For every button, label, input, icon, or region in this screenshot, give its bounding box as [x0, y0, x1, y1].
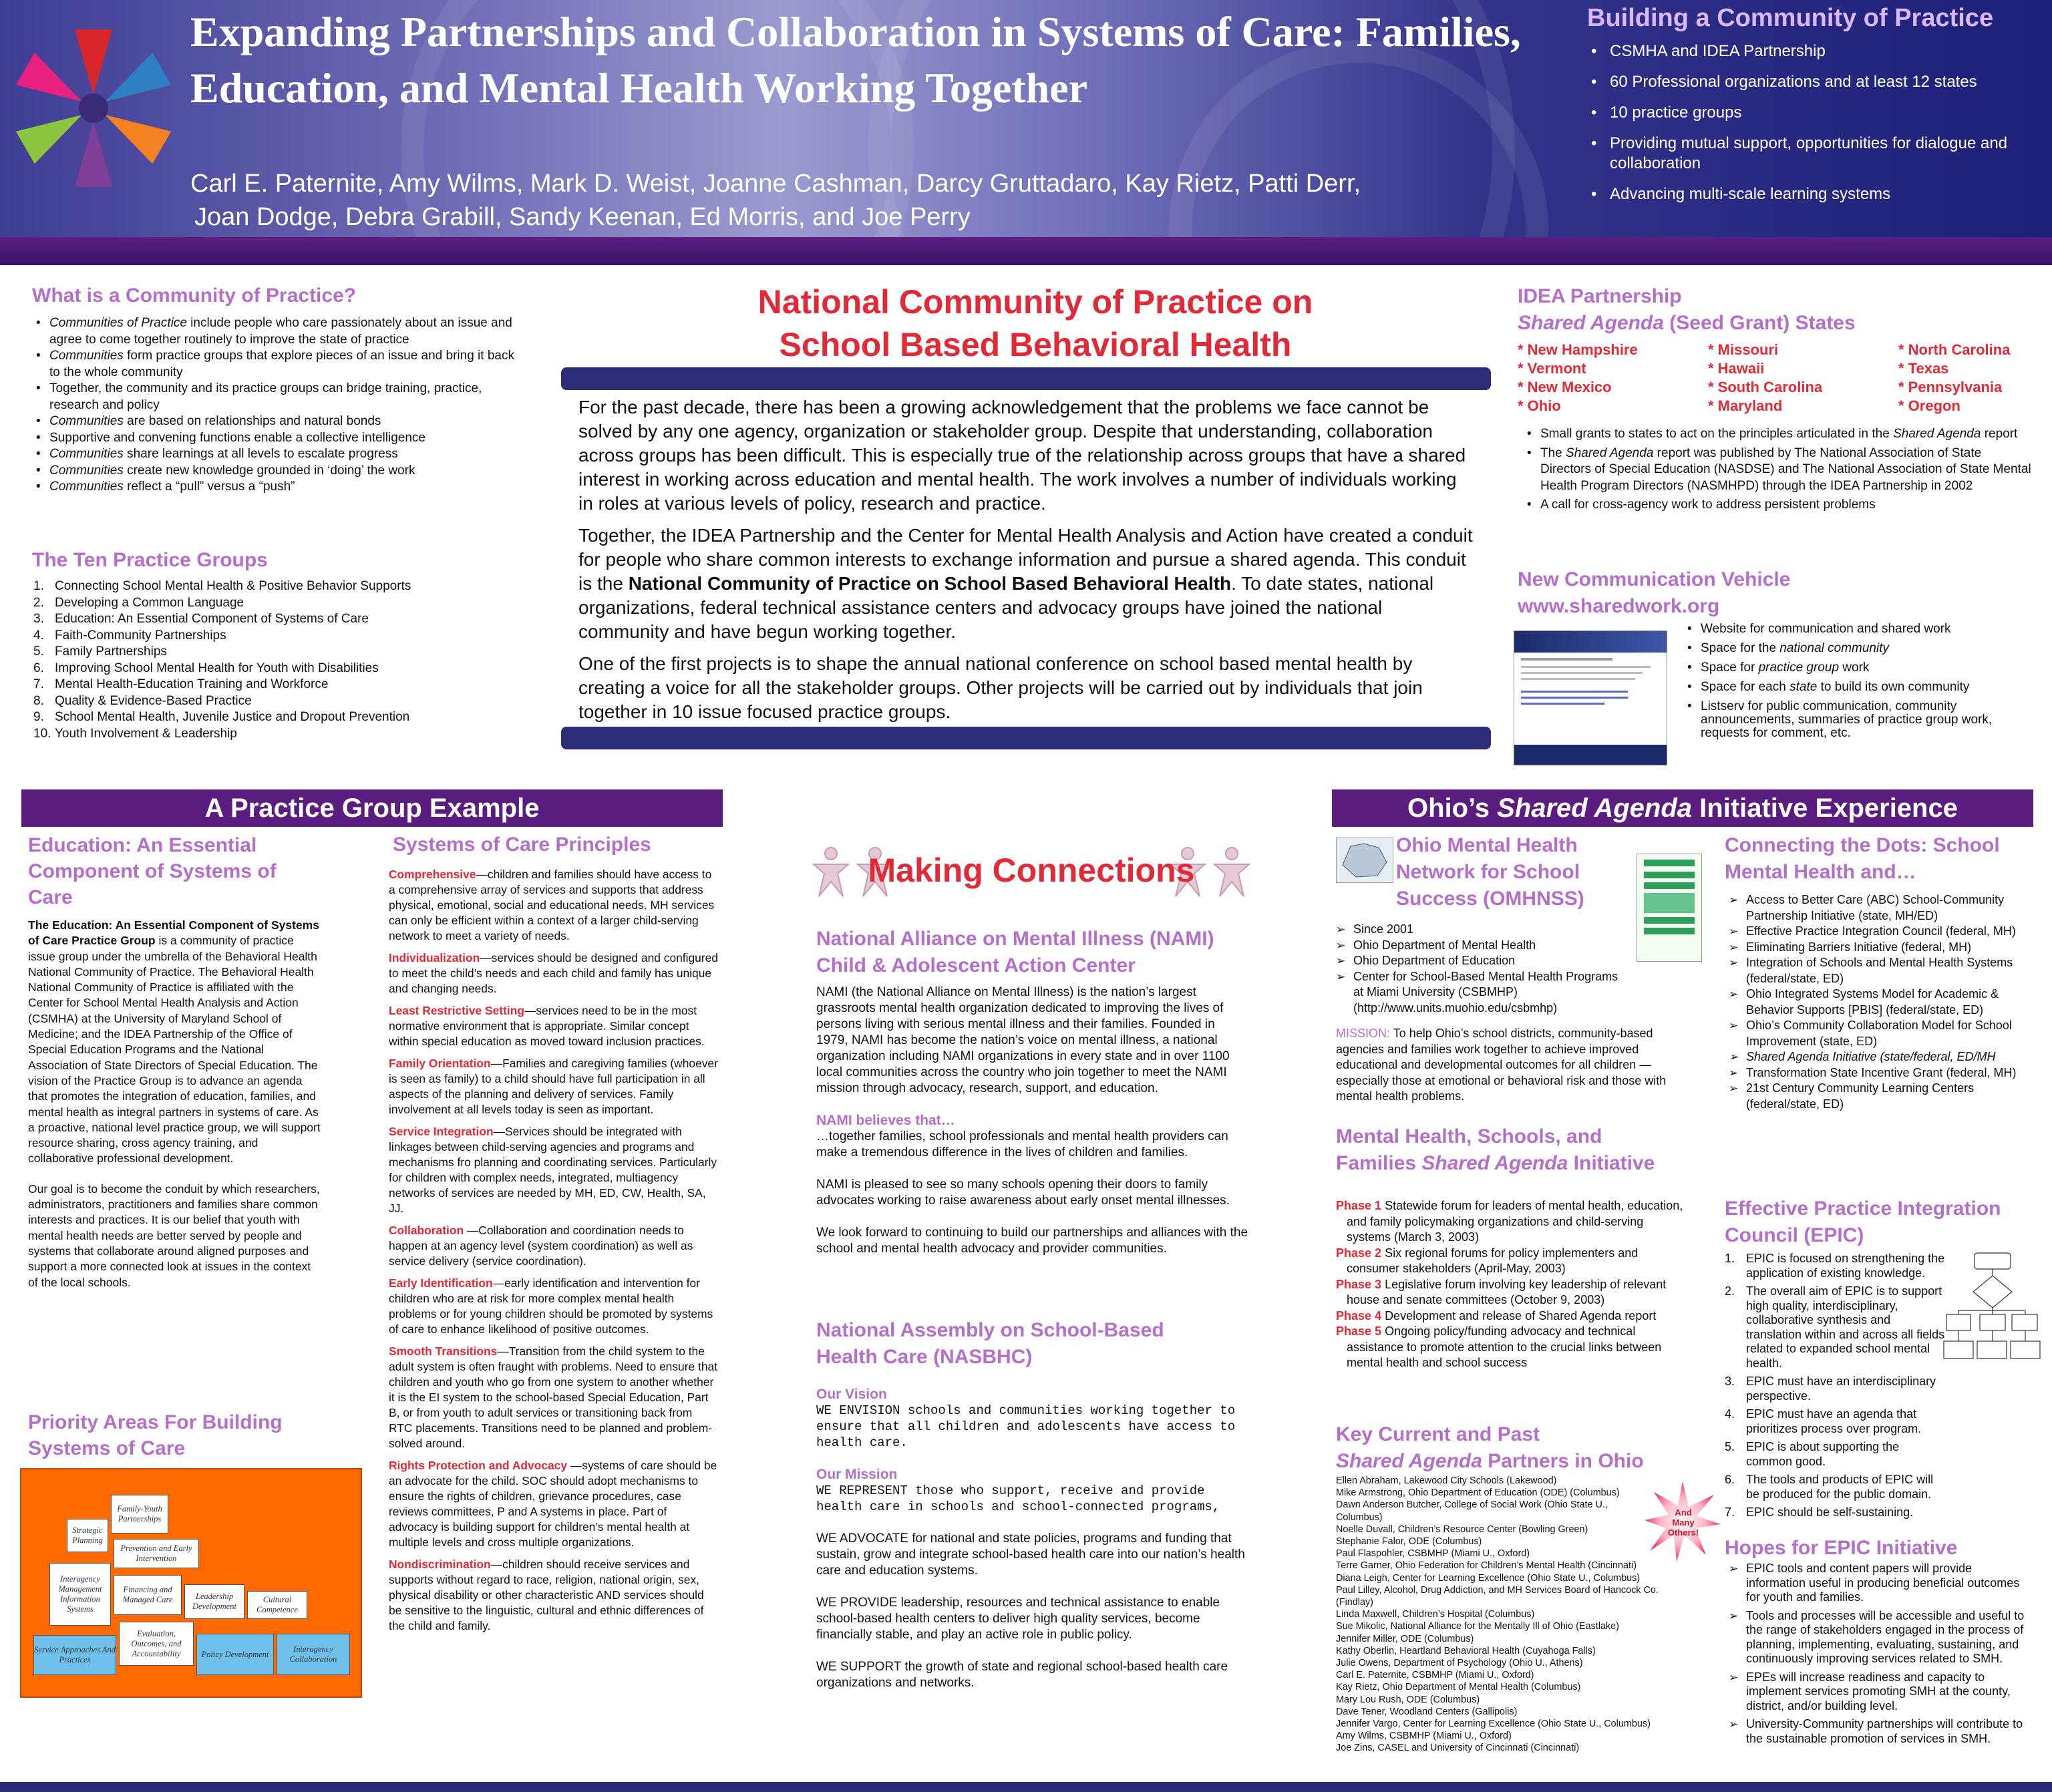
list-item: Paul Lilley, Alcohol, Drug Addiction, and MH Services Board of Hancock Co. (Findlay)	[1336, 1584, 1659, 1608]
list-item: 4. Faith-Community Partnerships	[33, 628, 226, 643]
list-item: • Communities create new knowledge grounded in ‘doing’ the work	[33, 463, 521, 480]
list-item: Paul Flaspohler, CSBMHP (Miami U., Oxford)	[1336, 1548, 1530, 1560]
list-item: 9. School Mental Health, Juvenile Justice and Dropout Prevention	[33, 710, 410, 724]
communication-vehicle-list	[1685, 622, 2039, 740]
pyramid-box: Interagency Management Information Systems	[49, 1563, 111, 1626]
state-item: * Pennsylvania	[1898, 379, 2003, 395]
omhnss-title: Ohio Mental Health Network for School Success (OMHNSS)	[1396, 834, 1584, 910]
screenshot-header-strip	[1514, 631, 1667, 653]
list-item: Terre Garner, Ohio Federation for Children’s Mental Health (Cincinnati)	[1336, 1560, 1637, 1572]
list-item: 7. Mental Health-Education Training and Workforce	[33, 677, 329, 691]
phases-list	[1336, 1198, 1683, 1371]
list-item: Stephanie Falor, ODE (Columbus)	[1336, 1536, 1482, 1548]
paragraph: WE ADVOCATE for national and state policies, programs and funding that sustain, grow and integrate school-based health care into our nation’s health care and education systems.	[816, 1532, 1245, 1578]
state-item: * Vermont	[1518, 360, 1586, 377]
education-component-text	[28, 918, 322, 1290]
education-component-title: Education: An Essential Component of Systems of Care	[28, 834, 277, 908]
paragraph: The Education: An Essential Component of Systems of Care Practice Group is a community of practice issue group under the umbrella of the Behavioral Health National Community of Practice. The Behavioral Health National Community of Practice is affiliated with the Center for School Mental Health Analysis and Action (CSMHA) at the University of Maryland School of Medicine; and the IDEA Partnership of the Office of Special Education Programs and the National Association of State Directors of Special Education. The vision of the Practice Group is to advance an agenda that promotes the integration of education, families, and mental health as integral partners in systems of care. As a proactive, national level practice group, we will support resource sharing, cross agency training, and collaborative professional development.	[28, 918, 321, 1166]
pyramid-box: Cultural Competence	[247, 1591, 307, 1619]
list-item: Dawn Anderson Butcher, College of Social Work (Ohio State U., Columbus)	[1336, 1499, 1608, 1523]
list-item: Noelle Duvall, Children’s Resource Center (Bowling Green)	[1336, 1524, 1588, 1535]
list-item: ➢ Ohio Department of Mental Health	[1336, 938, 1630, 954]
ncop-title: National Community of Practice on School Based Behavioral Health	[757, 283, 1313, 363]
principle-item: Family Orientation—Families and caregiving families (whoever is seen as family) to a child should have full participation in all aspects of the planning and delivery of services. Family involvement at all levels today is seen as important.	[389, 1057, 718, 1116]
list-item: Mike Armstrong, Ohio Department of Education (ODE) (Columbus)	[1336, 1487, 1620, 1499]
list-item: Kathy Oberlin, Heartland Behavioral Health (Cuyahoga Falls)	[1336, 1645, 1596, 1656]
starburst-label: And Many Others!	[1667, 1507, 1699, 1538]
list-item: Jennifer Vargo, Center for Learning Excellence (Ohio State U., Columbus)	[1336, 1719, 1651, 1730]
nami-text	[816, 984, 1249, 1257]
list-item: 10. Youth Involvement & Leadership	[33, 726, 237, 741]
building-community-title: Building a Community of Practice	[1587, 4, 1994, 32]
pyramid-box: Financing and Managed Care	[114, 1575, 182, 1615]
ncop-body	[578, 395, 1474, 732]
paragraph: We look forward to continuing to build our partnerships and alliances with the school and mental health advocacy and provider communities.	[816, 1226, 1248, 1256]
list-item: • Space for each state to build its own community	[1685, 681, 2039, 694]
principle-item: Individualization—services should be designed and configured to meet the child’s needs and each child and family has unique and changing needs.	[389, 951, 718, 995]
list-item: 8. Quality & Evidence-Based Practice	[33, 693, 252, 708]
list-item: • Communities are based on relationships and natural bonds	[33, 413, 521, 430]
omhnss-mission: MISSION: To help Ohio’s school districts, community-based agencies and families work together to achieve improved educational and developmental outcomes for all children — especially those at emotional or behavioral risk and those with mental health problems.	[1336, 1027, 1667, 1103]
paragraph: NAMI is pleased to see so many schools opening their doors to family advocates working to raise awareness about early onset mental illnesses.	[816, 1178, 1230, 1208]
paragraph: One of the first projects is to shape the annual national conference on school based mental health by creating a voice for all the stakeholder groups. Other projects will be carried out by individuals that join together in 10 issue focused practice groups.	[578, 653, 1423, 722]
pyramid-box: Family-Youth Partnerships	[111, 1495, 168, 1534]
epic-flow-diagram	[1942, 1250, 2043, 1364]
list-item: 3. Education: An Essential Component of Systems of Care	[33, 612, 369, 626]
list-item: • Communities share learnings at all levels to escalate progress	[33, 446, 521, 463]
list-item: ➢ Shared Agenda Initiative (state/federal, ED/MH	[1729, 1049, 2033, 1065]
omhnss-logo-icon	[1336, 838, 1393, 883]
paragraph: WE REPRESENT those who support, receive and provide health care in schools and school-connected programs,	[816, 1483, 1220, 1514]
pyramid-box: Service Approaches And Practices	[33, 1635, 116, 1675]
paragraph: NAMI (the National Alliance on Mental Illness) is the nation’s largest grassroots mental health organization dedicated to improving the lives of persons living with serious mental illness and their families. Founded in 1979, NAMI has become the nation’s voice on mental illness, a national organization including NAMI organizations in every state and in over 1100 local communities across the country who join together to meet the NAMI mission through advocacy, research, support, and education.	[816, 985, 1230, 1095]
list-item: 5. Family Partnerships	[33, 645, 167, 659]
paragraph: WE PROVIDE leadership, resources and technical assistance to enable school-based health centers to deliver high quality services, become financially stable, and play an active role in public policy.	[816, 1596, 1220, 1642]
list-item: Linda Maxwell, Children’s Hospital (Columbus)	[1336, 1609, 1535, 1620]
community-logo-icon	[5, 20, 182, 197]
nami-believes-heading: NAMI believes that…	[816, 1113, 955, 1128]
list-item: ➢ 21st Century Community Learning Centers (federal/state, ED)	[1729, 1081, 2033, 1112]
list-item: ➢ EPIC tools and content papers will provide information useful in producing beneficial outcomes for youth and families.	[1729, 1562, 2033, 1605]
paragraph: Together, the IDEA Partnership and the Center for Mental Health Analysis and Action have created a conduit for people who share common interests to exchange information and pursue a shared agenda. This conduit is the National Community of Practice on School Based Behavioral Health. To date states, national organizations, federal technical assistance centers and advocacy groups have joined the national community and have begun working together.	[578, 525, 1473, 642]
practice-group-example-bar: A Practice Group Example	[21, 789, 723, 827]
partners-list	[1336, 1475, 1683, 1755]
paragraph: WE SUPPORT the growth of state and regional school-based health care organizations and networks.	[816, 1660, 1228, 1690]
communication-vehicle-title: New Communication Vehicle www.sharedwork.org	[1518, 568, 1791, 617]
nasbhc-title: National Assembly on School-Based Health Care (NASBHC)	[816, 1319, 1164, 1368]
principle-item: Collaboration —Collaboration and coordination needs to happen at an agency level (system coordination) as well as service delivery (service coordination).	[389, 1224, 693, 1268]
priority-pyramid-diagram	[20, 1468, 362, 1698]
list-item: ➢ Ohio Department of Education	[1336, 953, 1630, 969]
authors-line-2: Joan Dodge, Debra Grabill, Sandy Keenan, Ed Morris, and Joe Perry	[194, 203, 971, 231]
list-item: ➢ Access to Better Care (ABC) School-Community Partnership Initiative (state, MH/ED)	[1729, 892, 2033, 924]
hopes-epic-title: Hopes for EPIC Initiative	[1725, 1537, 1958, 1559]
partners-title: Key Current and Past Shared Agenda Partners in Ohio	[1336, 1423, 1644, 1472]
list-item: 2. Developing a Common Language	[33, 595, 244, 610]
list-item: • CSMHA and IDEA Partnership	[1590, 41, 2031, 61]
phase-item: Phase 3 Legislative forum involving key leadership of relevant house and senate committees (October 9, 2003)	[1336, 1277, 1667, 1306]
principle-item: Rights Protection and Advocacy —systems of care should be an advocate for the child. SOC should adopt mechanisms to ensure the rights of children, grievance procedures, case reviews committees, P and A systems in place. Part of advocacy is building support for children’s mental health at multiple levels and cross multiple organizations.	[389, 1459, 717, 1549]
list-item: • Communities form practice groups that explore pieces of an issue and bring it back to the whole community	[33, 348, 521, 381]
pyramid-box: Leadership Development	[184, 1584, 244, 1619]
soc-principles-list	[389, 867, 719, 1634]
poster-title: Expanding Partnerships and Collaboration in Systems of Care: Families, Education, and Mental Health Working Together	[190, 8, 1521, 112]
list-item: • Supportive and convening functions enable a collective intelligence	[33, 430, 521, 447]
list-item: ➢ Center for School-Based Mental Health Programs at Miami University (CSBMHP) (http://www.units.muohio.edu/csbmhp)	[1336, 969, 1630, 1017]
ohio-shared-agenda-bar: Ohio’s Shared Agenda Initiative Experience	[1332, 789, 2033, 827]
list-item: Julie Owens, Department of Psychology (Ohio U., Athens)	[1336, 1658, 1583, 1669]
list-item: ➢ EPEs will increase readiness and capacity to implement services promoting SMH at the county, district, and/or building level.	[1729, 1670, 2033, 1714]
footer-bar	[0, 1782, 2052, 1792]
ten-practice-groups-title: The Ten Practice Groups	[32, 549, 268, 571]
list-item: ➢ Ohio Integrated Systems Model for Academic & Behavior Supports [PBIS] (federal/state, ED)	[1729, 987, 2033, 1018]
epic-title: Effective Practice Integration Council (EPIC)	[1725, 1198, 2001, 1246]
vision-heading: Our Vision	[816, 1387, 887, 1402]
list-item: ➢ University-Community partnerships will contribute to the sustainable promotion of services in SMH.	[1729, 1717, 2033, 1746]
principle-item: Smooth Transitions—Transition from the child system to the adult system is often fraught with problems. Need to ensure that children and youth who go from one system to another whether it is the EI system to the school-based Special Education, Part B, or from youth to adult services or transitioning back from RTC placements. Transitions need to be planned and problem-solved around.	[389, 1345, 718, 1450]
state-item: * Missouri	[1708, 341, 1779, 358]
state-item: * Hawaii	[1708, 360, 1765, 377]
paragraph: For the past decade, there has been a growing acknowledgement that the problems we face cannot be solved by any one agency, organization or stakeholder group. Despite that understanding, collaboration across groups has been difficult. This is especially true of the relationship across groups that have a shared interest in working across education and mental health. The work involves a number of individuals working in roles at various levels of policy, research and practice.	[578, 397, 1466, 514]
priority-areas-title: Priority Areas For Building Systems of Care	[28, 1411, 283, 1459]
list-item: • Website for communication and shared work	[1685, 622, 2039, 636]
list-item: • Space for practice group work	[1685, 661, 2039, 675]
list-item: • Communities of Practice include people who care passionately about an issue and agree to come together routinely to improve the state of practice	[33, 315, 521, 348]
state-item: * North Carolina	[1898, 341, 2011, 358]
paragraph: Our goal is to become the conduit by which researchers, administrators, practitioners and families share common interests and practices. It is our belief that youth with mental health needs are better served by people and systems that collaborate around aligned purposes and support a more connected look at issues in the context of the local schools.	[28, 1182, 320, 1289]
list-item: • Small grants to states to act on the principles articulated in the Shared Agenda report	[1524, 426, 2032, 443]
state-item: * New Hampshire	[1518, 341, 1638, 358]
list-item: • Listserv for public communication, community announcements, summaries of practice group work, requests for comment, etc.	[1685, 700, 2039, 740]
connecting-dots-list	[1729, 892, 2033, 1112]
list-item: ➢ Transformation State Incentive Grant (federal, MH)	[1729, 1065, 2033, 1081]
sharedwork-screenshot-image	[1514, 631, 1667, 765]
paragraph: WE ENVISION schools and communities working together to ensure that all children and adolescents have access to health care.	[816, 1403, 1236, 1450]
list-item: • A call for cross-agency work to address persistent problems	[1524, 497, 2032, 514]
list-item: Ellen Abraham, Lakewood City Schools (Lakewood)	[1336, 1475, 1557, 1486]
state-item: * Texas	[1898, 360, 1949, 377]
list-item: 7. EPIC should be self-sustaining.	[1725, 1505, 1914, 1519]
pyramid-box: Policy Development	[196, 1634, 274, 1675]
principle-item: Comprehensive—children and families should have access to a comprehensive array of services and supports that address physical, emotional, social and educational needs. MH services can only be efficient within a context of a larger child-serving network to meet a variety of needs.	[389, 868, 715, 942]
seed-grant-states	[1518, 341, 2045, 415]
list-item: 4. EPIC must have an agenda that prioritizes process over program.	[1725, 1407, 1922, 1435]
omhnss-list	[1336, 922, 1630, 1016]
divider-bar-bottom	[561, 727, 1491, 749]
soc-principles-title: Systems of Care Principles	[393, 834, 651, 856]
state-item: * Oregon	[1898, 397, 1960, 414]
list-item: ➢ Since 2001	[1336, 922, 1630, 938]
connecting-dots-title: Connecting the Dots: School Mental Health and…	[1725, 834, 2000, 883]
hopes-epic-list	[1729, 1562, 2033, 1746]
pyramid-box: Evaluation, Outcomes, and Accountability	[119, 1622, 194, 1666]
list-item: 3. EPIC must have an interdisciplinary perspective.	[1725, 1375, 1936, 1403]
principle-item: Early Identification—early identification and intervention for children who are at risk for more complex mental health problems or for young children should be promoted by systems of care to enhance likelihood of positive outcomes.	[389, 1276, 713, 1336]
list-item: Carl E. Paternite, CSBMHP (Miami U., Oxford)	[1336, 1670, 1534, 1681]
list-item: ➢ Ohio’s Community Collaboration Model for School Improvement (state, ED)	[1729, 1018, 2033, 1049]
list-item: ➢ Effective Practice Integration Council (federal, MH)	[1729, 924, 2033, 940]
divider-bar-top	[561, 367, 1491, 390]
list-item: ➢ Integration of Schools and Mental Health Systems (federal/state, ED)	[1729, 955, 2033, 987]
building-community-list	[1590, 41, 2031, 215]
list-item: Jennifer Miller, ODE (Columbus)	[1336, 1633, 1474, 1644]
phase-item: Phase 4 Development and release of Shared Agenda report	[1336, 1308, 1657, 1322]
principle-item: Least Restrictive Setting—services need to be in the most normative environment that is appropriate. Similar concept within special education as moved toward inclusion practices.	[389, 1004, 705, 1048]
phase-item: Phase 1 Statewide forum for leaders of mental health, education, and family policymaking organizations and child-serving systems (March 3, 2003)	[1336, 1199, 1683, 1244]
epic-list	[1725, 1252, 1945, 1520]
list-item: • Advancing multi-scale learning systems	[1590, 184, 2031, 204]
list-item: • 10 practice groups	[1590, 103, 2031, 123]
pyramid-box: Prevention and Early Intervention	[114, 1539, 199, 1568]
list-item: 2. The overall aim of EPIC is to support high quality, interdisciplinary, collaborative synthesis and translation within and across all fields related to expanded school mental health.	[1725, 1284, 1945, 1370]
author-list	[190, 167, 1560, 234]
list-item: 6. The tools and products of EPIC will be produced for the public domain.	[1725, 1473, 1934, 1501]
list-item: • Providing mutual support, opportunities for dialogue and collaboration	[1590, 134, 2031, 174]
list-item: 6. Improving School Mental Health for Youth with Disabilities	[33, 661, 379, 675]
list-item: 1. Connecting School Mental Health & Positive Behavior Supports	[33, 579, 411, 593]
list-item: • Space for the national community	[1685, 642, 2039, 655]
nasbhc-text	[816, 1387, 1249, 1691]
idea-bullets	[1524, 426, 2032, 514]
state-item: * New Mexico	[1518, 379, 1612, 395]
what-is-cop-list	[33, 315, 521, 496]
phase-item: Phase 5 Ongoing policy/funding advocacy and technical assistance to promote attention to the crucial links between mental health and school success	[1336, 1324, 1662, 1369]
list-item: Diana Leigh, Center for Learning Excellence (Ohio State U., Columbus)	[1336, 1572, 1641, 1584]
list-item: ➢ Eliminating Barriers Initiative (federal, MH)	[1729, 940, 2033, 956]
list-item: Sue Mikolic, National Alliance for the Mentally Ill of Ohio (Eastlake)	[1336, 1621, 1619, 1632]
pyramid-box: Strategic Planning	[67, 1519, 108, 1552]
list-item: Dave Tener, Woodland Centers (Gallipolis)	[1336, 1706, 1518, 1717]
principle-item: Service Integration—Services should be integrated with linkages between child-serving agencies and programs and mechanisms fro planning and coordinating services. Particularly for children with complex needs, integrated, multiagency networks of services are needed by MH, ED, CW, Health, SA, JJ.	[389, 1125, 717, 1215]
list-item: Kay Rietz, Ohio Department of Mental Health (Columbus)	[1336, 1682, 1581, 1693]
nami-title: National Alliance on Mental Illness (NAMI) Child & Adolescent Action Center	[816, 928, 1214, 976]
authors-line-1: Carl E. Paternite, Amy Wilms, Mark D. Weist, Joanne Cashman, Darcy Gruttadaro, Kay Rietz, Patti Derr,	[190, 170, 1361, 198]
list-item: • Together, the community and its practice groups can bridge training, practice, research and policy	[33, 381, 521, 413]
list-item: ➢ Tools and processes will be accessible and useful to the range of stakeholders engaged in the process of planning, implementing, evaluating, sustaining, and continuously improving services related to SMH.	[1729, 1609, 2033, 1666]
list-item: • 60 Professional organizations and at least 12 states	[1590, 72, 2031, 92]
what-is-cop-title: What is a Community of Practice?	[32, 285, 357, 307]
header-band	[0, 237, 2052, 265]
pyramid-box: Interagency Collaboration	[277, 1634, 350, 1675]
state-item: * Maryland	[1708, 397, 1783, 414]
mhsf-title: Mental Health, Schools, and Families Shared Agenda Initiative	[1336, 1125, 1655, 1174]
state-item: * South Carolina	[1708, 379, 1823, 395]
list-item: Amy Wilms, CSBMHP (Miami U., Oxford)	[1336, 1731, 1512, 1742]
ten-practice-groups-list	[33, 578, 521, 742]
list-item: Joe Zins, CASEL and University of Cincinnati (Cincinnati)	[1336, 1743, 1580, 1754]
list-item: Mary Lou Rush, ODE (Columbus)	[1336, 1694, 1480, 1705]
list-item: 5. EPIC is about supporting the common good.	[1725, 1440, 1900, 1468]
list-item: 1. EPIC is focused on strengthening the application of existing knowledge.	[1725, 1252, 1945, 1280]
list-item: • Communities reflect a “pull” versus a “push”	[33, 479, 521, 496]
phase-item: Phase 2 Six regional forums for policy implementers and consumer stakeholders (April-May, 2003)	[1336, 1246, 1639, 1275]
list-item: • The Shared Agenda report was published by The National Association of State Directors of Special Education (NASDSE) and The National Association of State Mental Health Program Directors (NASMHPD) through the IDEA Partnership in 2002	[1524, 445, 2032, 495]
making-connections-title: Making Connections	[868, 852, 1195, 889]
mission-heading: Our Mission	[816, 1467, 898, 1482]
paragraph: …together families, school professionals and mental health providers can make a tremendous difference in the lives of children and families.	[816, 1129, 1228, 1159]
omhnss-diagram-image	[1637, 854, 1702, 962]
idea-partnership-title: IDEA Partnership Shared Agenda (Seed Grant) States	[1518, 285, 1856, 334]
principle-item: Nondiscrimination—children should receive services and supports without regard to race, religion, national origin, sex, physical disability or other characteristic AND services should be sensitive to the linguistic, cultural and ethnic differences of the child and family.	[389, 1558, 704, 1632]
state-item: * Ohio	[1518, 397, 1561, 414]
